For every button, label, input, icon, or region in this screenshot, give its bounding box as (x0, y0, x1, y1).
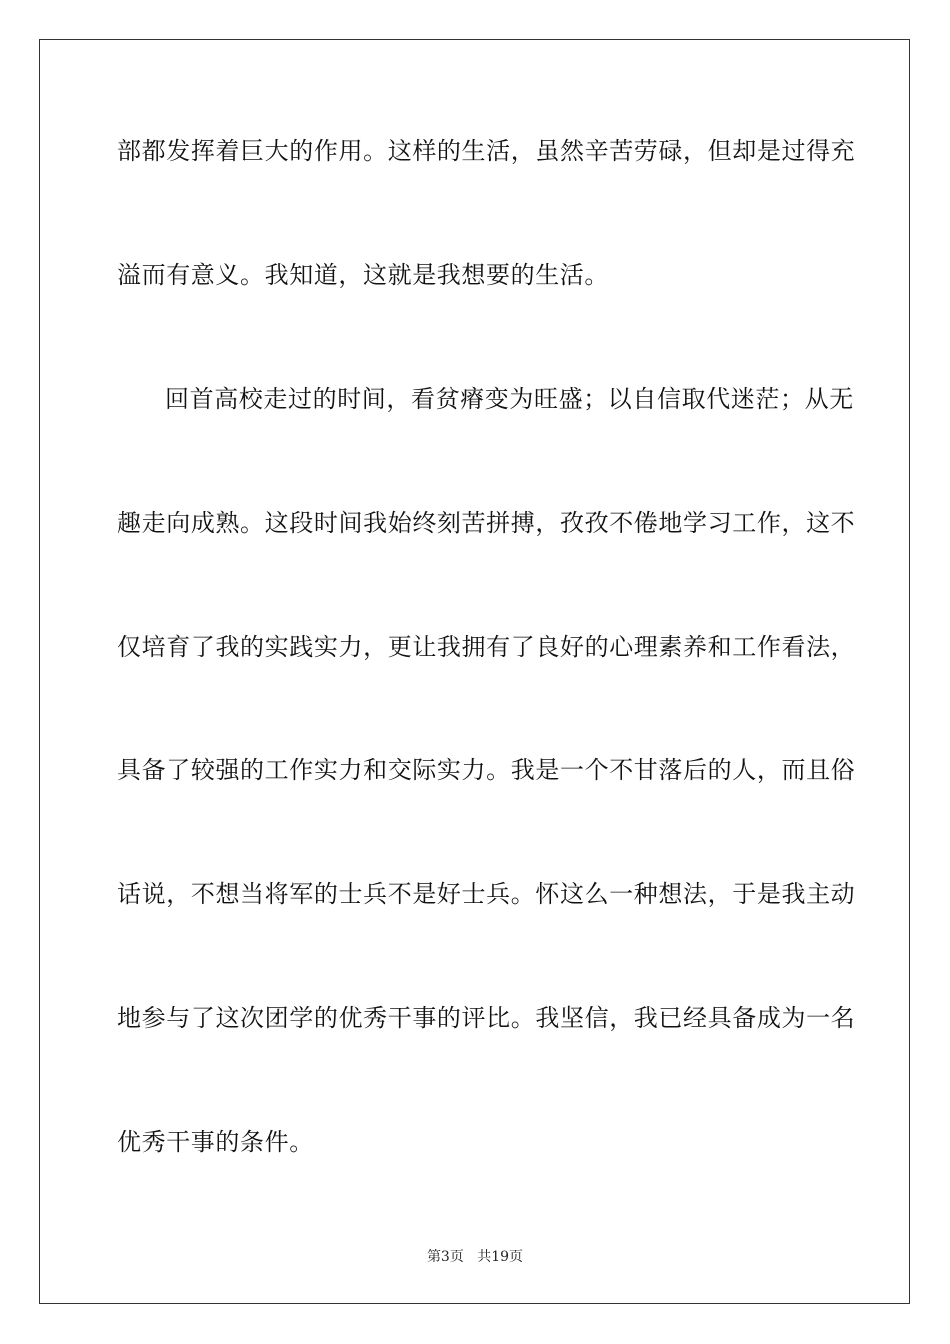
page-number: 第3页 (426, 1249, 464, 1265)
text-line: 仅 培 育 了 我 的 实 践 实 力 ， 更 让 我 拥 有 了 良 好 的 心 理 素 养 和 工 作 看 法 ， (117, 633, 856, 661)
page-footer (0, 1248, 950, 1266)
paragraph-start-line: 回首高校走过的时间，看贫瘠变为旺盛；以自信取代迷茫；从无 (165, 385, 854, 413)
text-line: 话 说 ， 不 想 当 将 军 的 士 兵 不 是 好 士 兵 。 怀 这 么 一 种 想 法 ， 于 是 我 主 动 (117, 880, 856, 908)
text-line: 具 备 了 较 强 的 工 作 实 力 和 交 际 实 力 。 我 是 一 个 不 甘 落 后 的 人 ， 而 且 俗 (117, 756, 856, 784)
text-line: 溢而有意义。我知道，这就是我想要的生活。 (117, 261, 609, 289)
text-line: 地 参 与 了 这 次 团 学 的 优 秀 干 事 的 评 比 。 我 坚 信 ， 我 已 经 具 备 成 为 一 名 (117, 1004, 856, 1032)
page-frame (39, 39, 910, 1304)
text-line: 优秀干事的条件。 (117, 1128, 314, 1156)
text-line: 部 都 发 挥 着 巨 大 的 作 用 。 这 样 的 生 活 ， 虽 然 辛 苦 劳 碌 ， 但 却 是 过 得 充 (117, 137, 856, 165)
page-total: 共19页 (477, 1249, 524, 1265)
text-line: 趣 走 向 成 熟 。 这 段 时 间 我 始 终 刻 苦 拼 搏 ， 孜 孜 不 倦 地 学 习 工 作 ， 这 不 (117, 509, 856, 537)
